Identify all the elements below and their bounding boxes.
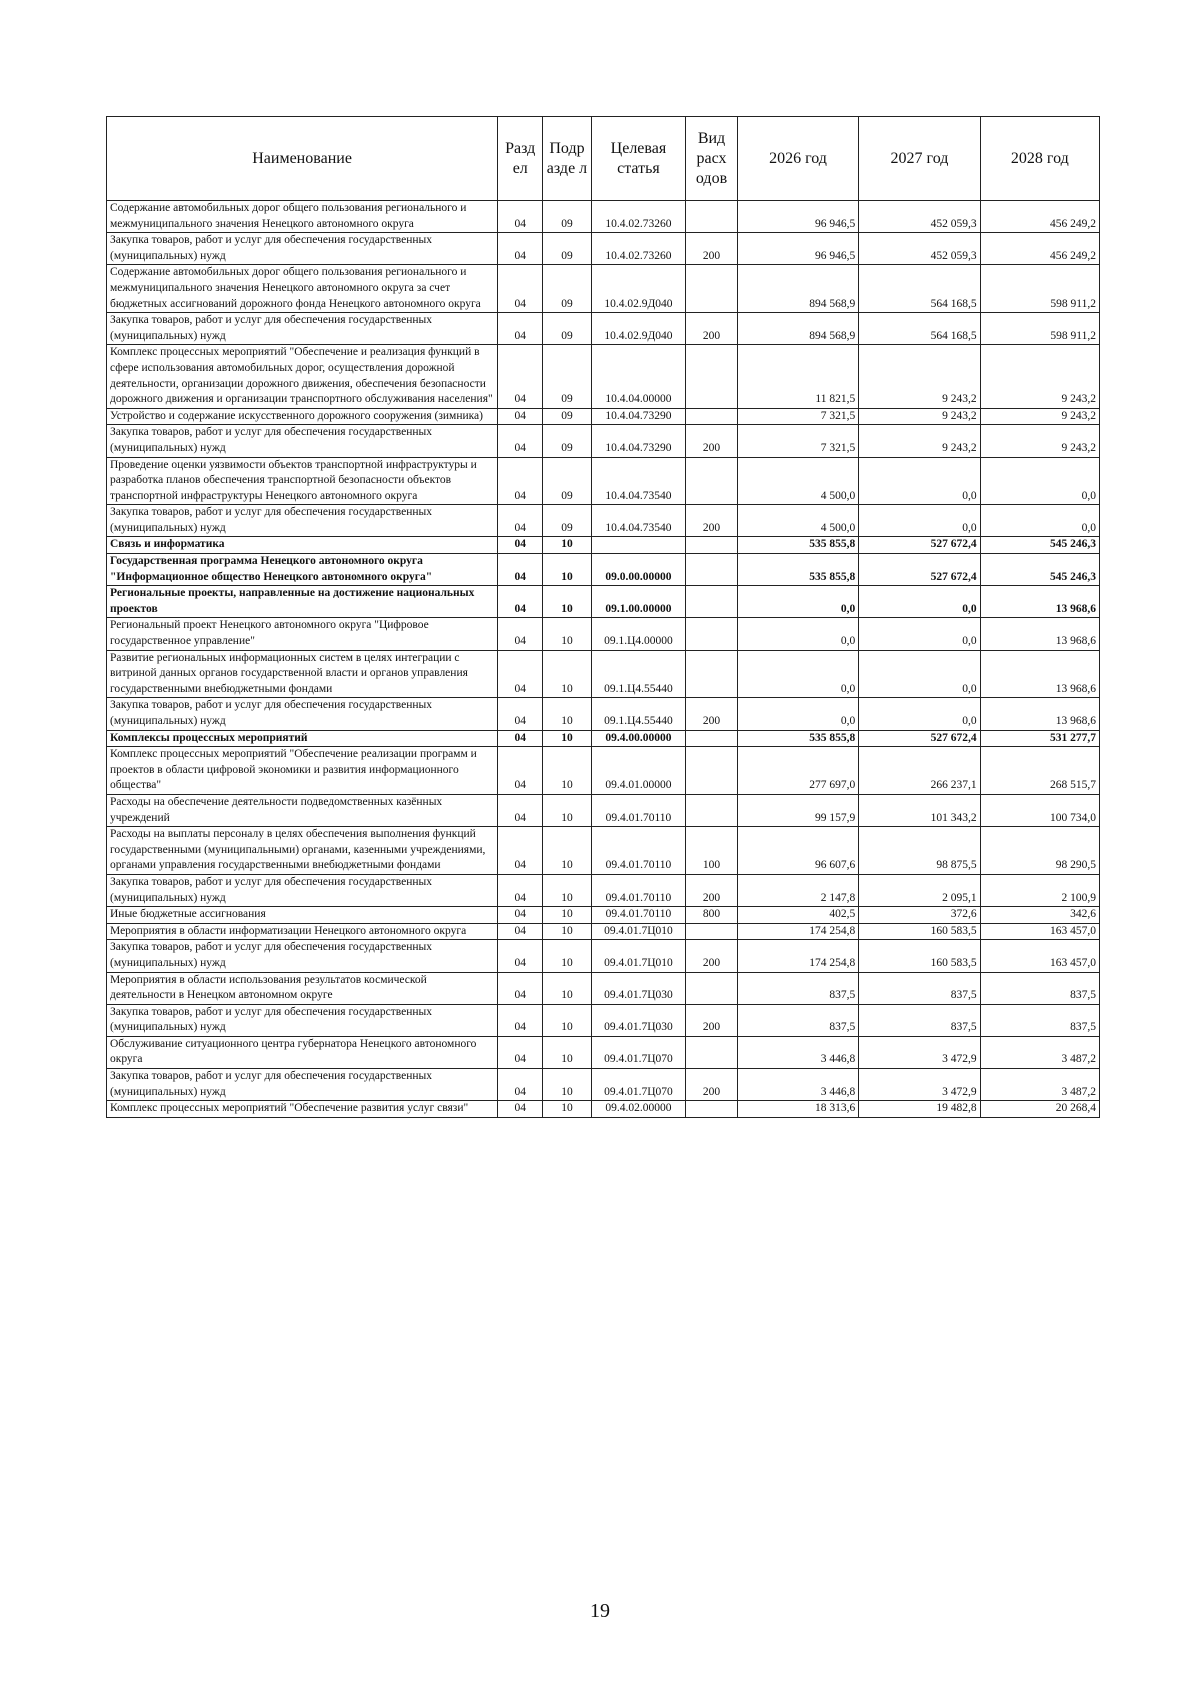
cell-name: Комплекс процессных мероприятий "Обеспечение развития услуг связи" — [107, 1101, 498, 1118]
cell-razdel: 04 — [498, 1101, 543, 1118]
cell-expense-type — [686, 408, 738, 425]
cell-2026: 837,5 — [737, 972, 858, 1004]
table-row — [107, 345, 1100, 408]
cell-2027: 564 168,5 — [859, 313, 980, 345]
cell-2027: 0,0 — [859, 505, 980, 537]
cell-2026: 18 313,6 — [737, 1101, 858, 1118]
cell-razdel: 04 — [498, 730, 543, 747]
table-row — [107, 1101, 1100, 1118]
cell-name: Мероприятия в области использования результатов космической деятельности в Ненецком автономном округе — [107, 972, 498, 1004]
header-podrazdel: Подр азде л — [543, 117, 591, 201]
cell-2028: 13 968,6 — [980, 698, 1099, 730]
cell-2026: 7 321,5 — [737, 408, 858, 425]
cell-2027: 527 672,4 — [859, 730, 980, 747]
cell-podrazdel: 10 — [543, 650, 591, 698]
cell-2028: 13 968,6 — [980, 618, 1099, 650]
table-row — [107, 907, 1100, 924]
cell-2027: 98 875,5 — [859, 827, 980, 875]
cell-2027: 0,0 — [859, 698, 980, 730]
cell-expense-type: 200 — [686, 505, 738, 537]
cell-podrazdel: 09 — [543, 345, 591, 408]
cell-podrazdel: 09 — [543, 457, 591, 505]
cell-2028: 268 515,7 — [980, 747, 1099, 795]
cell-2027: 837,5 — [859, 1004, 980, 1036]
cell-target-article: 10.4.02.9Д040 — [591, 313, 686, 345]
table-row — [107, 650, 1100, 698]
cell-razdel: 04 — [498, 408, 543, 425]
cell-target-article: 09.4.01.70110 — [591, 794, 686, 826]
cell-2026: 3 446,8 — [737, 1069, 858, 1101]
cell-target-article: 09.4.01.00000 — [591, 747, 686, 795]
cell-2026: 894 568,9 — [737, 313, 858, 345]
cell-target-article: 10.4.02.73260 — [591, 201, 686, 233]
cell-2028: 2 100,9 — [980, 874, 1099, 906]
cell-podrazdel: 09 — [543, 233, 591, 265]
cell-podrazdel: 10 — [543, 618, 591, 650]
cell-2026: 0,0 — [737, 650, 858, 698]
header-name: Наименование — [107, 117, 498, 201]
cell-2026: 99 157,9 — [737, 794, 858, 826]
cell-2028: 100 734,0 — [980, 794, 1099, 826]
cell-2027: 527 672,4 — [859, 554, 980, 586]
cell-razdel: 04 — [498, 747, 543, 795]
cell-expense-type — [686, 747, 738, 795]
cell-name: Проведение оценки уязвимости объектов транспортной инфраструктуры и разработка планов обеспечения транспортной безопасности объектов транспортной инфраструктуры Ненецкого автономного округа — [107, 457, 498, 505]
cell-2026: 2 147,8 — [737, 874, 858, 906]
header-expense-type: Вид расх одов — [686, 117, 738, 201]
cell-razdel: 04 — [498, 505, 543, 537]
cell-2027: 9 243,2 — [859, 408, 980, 425]
cell-expense-type — [686, 1101, 738, 1118]
cell-podrazdel: 10 — [543, 747, 591, 795]
cell-podrazdel: 10 — [543, 554, 591, 586]
table-header-row — [107, 117, 1100, 201]
cell-expense-type: 800 — [686, 907, 738, 924]
cell-razdel: 04 — [498, 201, 543, 233]
header-2027: 2027 год — [859, 117, 980, 201]
table-row — [107, 265, 1100, 313]
cell-razdel: 04 — [498, 265, 543, 313]
cell-target-article: 10.4.04.73290 — [591, 408, 686, 425]
cell-name: Расходы на обеспечение деятельности подведомственных казённых учреждений — [107, 794, 498, 826]
cell-2028: 598 911,2 — [980, 265, 1099, 313]
cell-name: Комплексы процессных мероприятий — [107, 730, 498, 747]
cell-2028: 598 911,2 — [980, 313, 1099, 345]
cell-expense-type — [686, 923, 738, 940]
cell-name: Региональные проекты, направленные на достижение национальных проектов — [107, 586, 498, 618]
cell-podrazdel: 09 — [543, 265, 591, 313]
cell-name: Развитие региональных информационных систем в целях интеграции с витриной данных органов государственной власти и органов управления государственными внебюджетными фондами — [107, 650, 498, 698]
cell-2026: 4 500,0 — [737, 505, 858, 537]
cell-name: Комплекс процессных мероприятий "Обеспечение реализации программ и проектов в области цифровой экономики и развития информационного общества" — [107, 747, 498, 795]
table-row — [107, 1004, 1100, 1036]
cell-target-article: 09.4.01.7Ц010 — [591, 923, 686, 940]
cell-name: Устройство и содержание искусственного дорожного сооружения (зимника) — [107, 408, 498, 425]
cell-razdel: 04 — [498, 457, 543, 505]
table-row — [107, 794, 1100, 826]
cell-2028: 456 249,2 — [980, 233, 1099, 265]
cell-2028: 342,6 — [980, 907, 1099, 924]
cell-target-article: 09.4.01.70110 — [591, 874, 686, 906]
cell-2028: 0,0 — [980, 457, 1099, 505]
cell-target-article: 09.4.01.7Ц030 — [591, 1004, 686, 1036]
cell-2028: 163 457,0 — [980, 940, 1099, 972]
header-target-article: Целевая статья — [591, 117, 686, 201]
cell-target-article: 09.4.01.7Ц010 — [591, 940, 686, 972]
cell-2027: 101 343,2 — [859, 794, 980, 826]
cell-2027: 266 237,1 — [859, 747, 980, 795]
cell-2028: 13 968,6 — [980, 650, 1099, 698]
table-row — [107, 747, 1100, 795]
cell-podrazdel: 10 — [543, 1004, 591, 1036]
cell-2028: 456 249,2 — [980, 201, 1099, 233]
table-row — [107, 923, 1100, 940]
cell-2027: 564 168,5 — [859, 265, 980, 313]
cell-target-article: 09.4.01.70110 — [591, 827, 686, 875]
cell-razdel: 04 — [498, 827, 543, 875]
cell-name: Содержание автомобильных дорог общего пользования регионального и межмуниципального значения Ненецкого автономного округа — [107, 201, 498, 233]
cell-podrazdel: 10 — [543, 1036, 591, 1068]
cell-2026: 7 321,5 — [737, 425, 858, 457]
cell-expense-type — [686, 201, 738, 233]
cell-razdel: 04 — [498, 1069, 543, 1101]
cell-razdel: 04 — [498, 650, 543, 698]
cell-2026: 96 946,5 — [737, 201, 858, 233]
cell-target-article: 09.1.Ц4.55440 — [591, 698, 686, 730]
cell-podrazdel: 10 — [543, 698, 591, 730]
cell-target-article: 09.4.02.00000 — [591, 1101, 686, 1118]
cell-name: Обслуживание ситуационного центра губернатора Ненецкого автономного округа — [107, 1036, 498, 1068]
cell-target-article: 10.4.02.73260 — [591, 233, 686, 265]
cell-podrazdel: 10 — [543, 972, 591, 1004]
cell-target-article: 10.4.02.9Д040 — [591, 265, 686, 313]
cell-2027: 452 059,3 — [859, 201, 980, 233]
cell-2028: 13 968,6 — [980, 586, 1099, 618]
cell-2027: 9 243,2 — [859, 345, 980, 408]
cell-name: Мероприятия в области информатизации Ненецкого автономного округа — [107, 923, 498, 940]
cell-name: Государственная программа Ненецкого автономного округа "Информационное общество Ненецкого автономного округа" — [107, 554, 498, 586]
cell-expense-type — [686, 794, 738, 826]
cell-razdel: 04 — [498, 940, 543, 972]
cell-2026: 4 500,0 — [737, 457, 858, 505]
table-row — [107, 940, 1100, 972]
cell-2027: 527 672,4 — [859, 537, 980, 554]
cell-2028: 163 457,0 — [980, 923, 1099, 940]
cell-razdel: 04 — [498, 794, 543, 826]
cell-2026: 174 254,8 — [737, 940, 858, 972]
cell-razdel: 04 — [498, 345, 543, 408]
cell-expense-type — [686, 586, 738, 618]
cell-razdel: 04 — [498, 233, 543, 265]
cell-2028: 531 277,7 — [980, 730, 1099, 747]
cell-expense-type: 200 — [686, 233, 738, 265]
cell-2026: 535 855,8 — [737, 537, 858, 554]
cell-2027: 3 472,9 — [859, 1036, 980, 1068]
cell-2026: 0,0 — [737, 698, 858, 730]
cell-target-article: 10.4.04.00000 — [591, 345, 686, 408]
cell-podrazdel: 10 — [543, 907, 591, 924]
cell-razdel: 04 — [498, 907, 543, 924]
table-row — [107, 618, 1100, 650]
cell-2027: 3 472,9 — [859, 1069, 980, 1101]
cell-razdel: 04 — [498, 425, 543, 457]
cell-name: Закупка товаров, работ и услуг для обеспечения государственных (муниципальных) нужд — [107, 940, 498, 972]
cell-target-article: 10.4.04.73540 — [591, 505, 686, 537]
cell-target-article: 09.4.01.7Ц030 — [591, 972, 686, 1004]
header-2028: 2028 год — [980, 117, 1099, 201]
cell-expense-type — [686, 972, 738, 1004]
cell-target-article: 09.1.00.00000 — [591, 586, 686, 618]
cell-2028: 9 243,2 — [980, 408, 1099, 425]
cell-name: Закупка товаров, работ и услуг для обеспечения государственных (муниципальных) нужд — [107, 313, 498, 345]
cell-podrazdel: 10 — [543, 794, 591, 826]
table-row — [107, 698, 1100, 730]
cell-2028: 3 487,2 — [980, 1069, 1099, 1101]
cell-expense-type — [686, 265, 738, 313]
table-row — [107, 233, 1100, 265]
cell-2028: 3 487,2 — [980, 1036, 1099, 1068]
cell-2026: 277 697,0 — [737, 747, 858, 795]
table-row — [107, 586, 1100, 618]
cell-target-article: 09.1.Ц4.55440 — [591, 650, 686, 698]
cell-name: Содержание автомобильных дорог общего пользования регионального и межмуниципального значения Ненецкого автономного округа за счет бюджетных ассигнований дорожного фонда Ненецкого автономного округа — [107, 265, 498, 313]
cell-razdel: 04 — [498, 972, 543, 1004]
cell-target-article: 10.4.04.73540 — [591, 457, 686, 505]
cell-2027: 9 243,2 — [859, 425, 980, 457]
cell-2027: 2 095,1 — [859, 874, 980, 906]
cell-2026: 96 946,5 — [737, 233, 858, 265]
table-row — [107, 1036, 1100, 1068]
cell-expense-type — [686, 345, 738, 408]
cell-name: Связь и информатика — [107, 537, 498, 554]
cell-2026: 402,5 — [737, 907, 858, 924]
cell-2028: 837,5 — [980, 1004, 1099, 1036]
cell-podrazdel: 10 — [543, 874, 591, 906]
cell-podrazdel: 10 — [543, 827, 591, 875]
cell-expense-type — [686, 457, 738, 505]
cell-2028: 9 243,2 — [980, 425, 1099, 457]
cell-2026: 837,5 — [737, 1004, 858, 1036]
cell-target-article: 09.4.01.70110 — [591, 907, 686, 924]
cell-expense-type — [686, 650, 738, 698]
cell-2026: 96 607,6 — [737, 827, 858, 875]
cell-razdel: 04 — [498, 923, 543, 940]
cell-2026: 0,0 — [737, 586, 858, 618]
cell-razdel: 04 — [498, 586, 543, 618]
cell-2027: 0,0 — [859, 650, 980, 698]
cell-name: Закупка товаров, работ и услуг для обеспечения государственных (муниципальных) нужд — [107, 505, 498, 537]
cell-2028: 98 290,5 — [980, 827, 1099, 875]
table-row — [107, 313, 1100, 345]
cell-target-article: 10.4.04.73290 — [591, 425, 686, 457]
cell-razdel: 04 — [498, 313, 543, 345]
cell-name: Расходы на выплаты персоналу в целях обеспечения выполнения функций государственными (муниципальными) органами, казенными учреждениями, органами управления государственными внебюджетными фондами — [107, 827, 498, 875]
cell-name: Закупка товаров, работ и услуг для обеспечения государственных (муниципальных) нужд — [107, 1004, 498, 1036]
cell-podrazdel: 10 — [543, 940, 591, 972]
document-page — [106, 116, 1100, 1118]
cell-target-article: 09.4.01.7Ц070 — [591, 1069, 686, 1101]
cell-2028: 9 243,2 — [980, 345, 1099, 408]
cell-expense-type: 200 — [686, 1004, 738, 1036]
cell-2027: 160 583,5 — [859, 923, 980, 940]
table-row — [107, 408, 1100, 425]
cell-expense-type: 200 — [686, 874, 738, 906]
cell-podrazdel: 09 — [543, 201, 591, 233]
cell-target-article: 09.4.00.00000 — [591, 730, 686, 747]
cell-target-article — [591, 537, 686, 554]
cell-podrazdel: 10 — [543, 730, 591, 747]
cell-2027: 837,5 — [859, 972, 980, 1004]
cell-podrazdel: 10 — [543, 923, 591, 940]
cell-podrazdel: 09 — [543, 408, 591, 425]
cell-2027: 19 482,8 — [859, 1101, 980, 1118]
cell-podrazdel: 09 — [543, 313, 591, 345]
cell-target-article: 09.0.00.00000 — [591, 554, 686, 586]
table-row — [107, 505, 1100, 537]
cell-expense-type — [686, 537, 738, 554]
budget-table — [106, 116, 1100, 1118]
cell-target-article: 09.1.Ц4.00000 — [591, 618, 686, 650]
page-number: 19 — [590, 1600, 610, 1622]
cell-target-article: 09.4.01.7Ц070 — [591, 1036, 686, 1068]
cell-2026: 535 855,8 — [737, 554, 858, 586]
cell-2028: 0,0 — [980, 505, 1099, 537]
table-row — [107, 730, 1100, 747]
cell-2026: 0,0 — [737, 618, 858, 650]
header-razdel: Разд ел — [498, 117, 543, 201]
cell-expense-type: 200 — [686, 313, 738, 345]
cell-2028: 837,5 — [980, 972, 1099, 1004]
cell-2027: 160 583,5 — [859, 940, 980, 972]
cell-2028: 545 246,3 — [980, 554, 1099, 586]
cell-podrazdel: 10 — [543, 537, 591, 554]
table-row — [107, 425, 1100, 457]
cell-razdel: 04 — [498, 537, 543, 554]
cell-podrazdel: 09 — [543, 505, 591, 537]
cell-name: Закупка товаров, работ и услуг для обеспечения государственных (муниципальных) нужд — [107, 874, 498, 906]
cell-razdel: 04 — [498, 1004, 543, 1036]
cell-razdel: 04 — [498, 1036, 543, 1068]
cell-name: Закупка товаров, работ и услуг для обеспечения государственных (муниципальных) нужд — [107, 698, 498, 730]
cell-podrazdel: 10 — [543, 1069, 591, 1101]
cell-expense-type: 200 — [686, 698, 738, 730]
cell-razdel: 04 — [498, 618, 543, 650]
cell-2026: 174 254,8 — [737, 923, 858, 940]
cell-podrazdel: 10 — [543, 586, 591, 618]
cell-name: Закупка товаров, работ и услуг для обеспечения государственных (муниципальных) нужд — [107, 233, 498, 265]
cell-name: Закупка товаров, работ и услуг для обеспечения государственных (муниципальных) нужд — [107, 1069, 498, 1101]
cell-podrazdel: 09 — [543, 425, 591, 457]
cell-2027: 0,0 — [859, 618, 980, 650]
cell-2026: 3 446,8 — [737, 1036, 858, 1068]
cell-expense-type: 200 — [686, 1069, 738, 1101]
cell-expense-type: 100 — [686, 827, 738, 875]
table-row — [107, 1069, 1100, 1101]
cell-2027: 452 059,3 — [859, 233, 980, 265]
cell-2028: 545 246,3 — [980, 537, 1099, 554]
table-row — [107, 972, 1100, 1004]
cell-expense-type: 200 — [686, 940, 738, 972]
cell-2027: 372,6 — [859, 907, 980, 924]
cell-expense-type — [686, 618, 738, 650]
cell-2026: 11 821,5 — [737, 345, 858, 408]
table-row — [107, 201, 1100, 233]
header-2026: 2026 год — [737, 117, 858, 201]
cell-expense-type — [686, 730, 738, 747]
table-row — [107, 554, 1100, 586]
cell-razdel: 04 — [498, 554, 543, 586]
cell-2026: 894 568,9 — [737, 265, 858, 313]
table-row — [107, 537, 1100, 554]
cell-name: Закупка товаров, работ и услуг для обеспечения государственных (муниципальных) нужд — [107, 425, 498, 457]
cell-2027: 0,0 — [859, 457, 980, 505]
cell-2028: 20 268,4 — [980, 1101, 1099, 1118]
cell-razdel: 04 — [498, 698, 543, 730]
cell-name: Региональный проект Ненецкого автономного округа "Цифровое государственное управление" — [107, 618, 498, 650]
cell-name: Иные бюджетные ассигнования — [107, 907, 498, 924]
cell-2026: 535 855,8 — [737, 730, 858, 747]
table-row — [107, 457, 1100, 505]
cell-name: Комплекс процессных мероприятий "Обеспечение и реализация функций в сфере использования автомобильных дорог, осуществления дорожной деятельности, организации дорожного движения, обеспечения безопасности дорожного движения и организации транспортного обслуживания населения" — [107, 345, 498, 408]
table-row — [107, 827, 1100, 875]
table-body — [107, 201, 1100, 1118]
cell-2027: 0,0 — [859, 586, 980, 618]
cell-expense-type — [686, 1036, 738, 1068]
cell-razdel: 04 — [498, 874, 543, 906]
cell-expense-type: 200 — [686, 425, 738, 457]
cell-expense-type — [686, 554, 738, 586]
table-row — [107, 874, 1100, 906]
cell-podrazdel: 10 — [543, 1101, 591, 1118]
